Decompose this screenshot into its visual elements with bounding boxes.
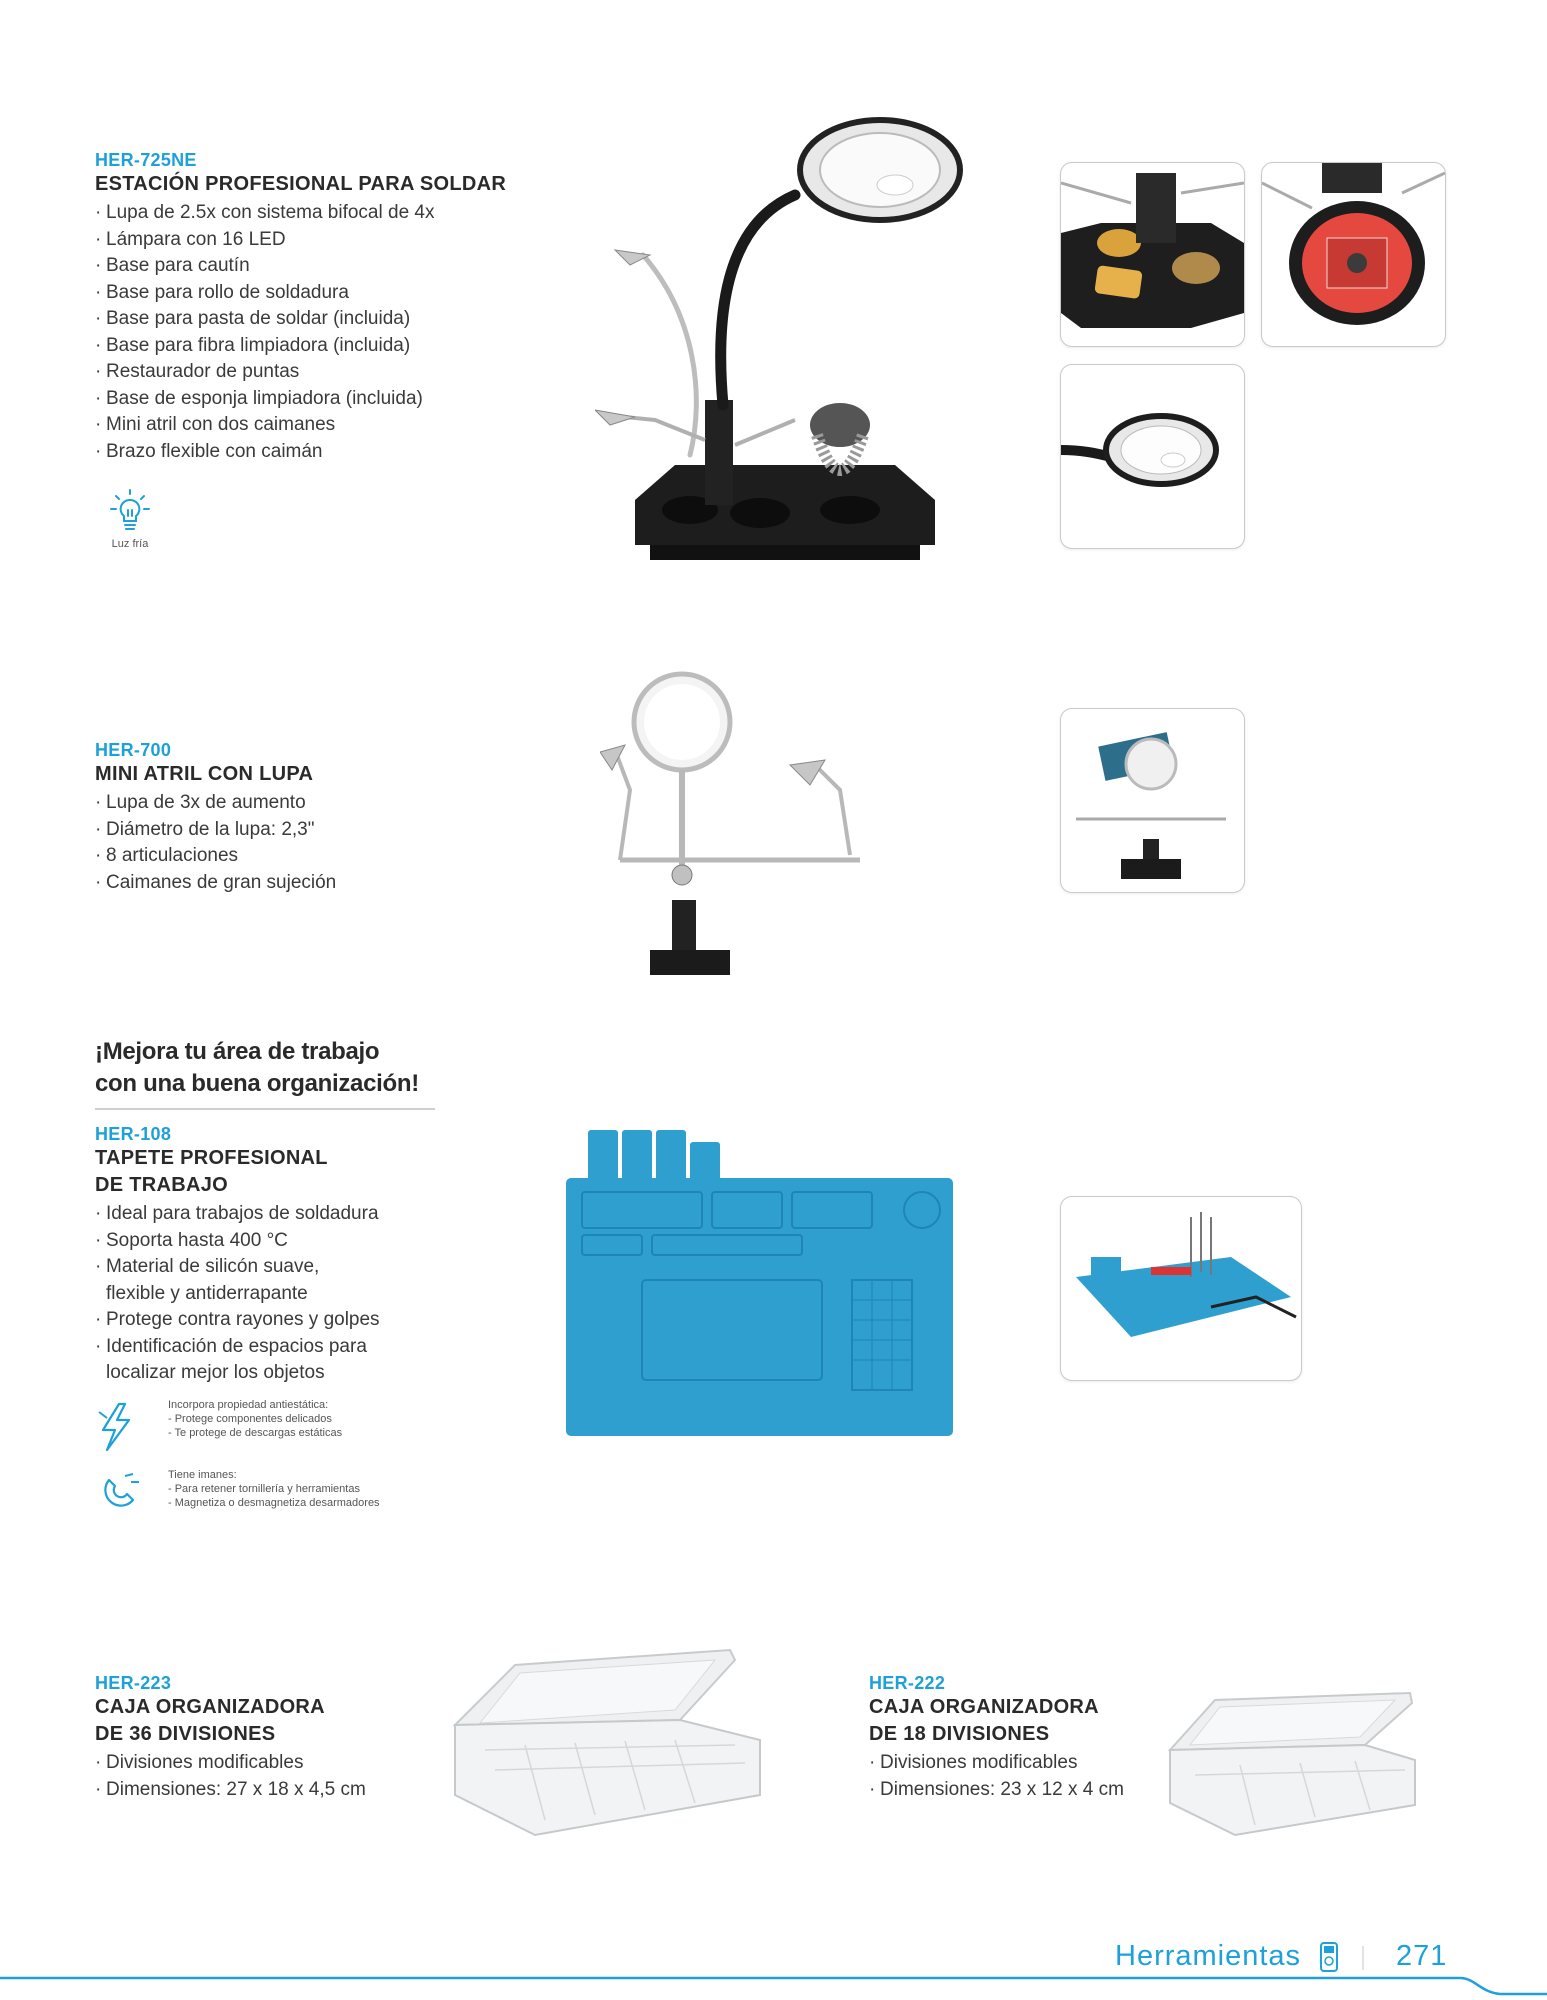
product-title: CAJA ORGANIZADORA xyxy=(95,1696,325,1718)
note-item: - Magnetiza o desmagnetiza desarmadores xyxy=(168,1497,380,1509)
note-item: - Te protege de descargas estáticas xyxy=(168,1427,343,1439)
feature-item: · Identificación de espacios para xyxy=(95,1334,515,1361)
soldering-station-image xyxy=(595,115,995,575)
cold-light-badge xyxy=(100,488,160,551)
product-title: CAJA ORGANIZADORA xyxy=(869,1696,1099,1718)
feature-item: · Base para cautín xyxy=(95,253,535,280)
product-code: HER-223 xyxy=(95,1673,172,1693)
footer-rule xyxy=(0,1962,1547,2000)
antistatic-note xyxy=(95,1398,435,1458)
product-title: MINI ATRIL CON LUPA xyxy=(95,763,314,785)
feature-item: · Base para pasta de soldar (incluida) xyxy=(95,306,535,333)
product-code: HER-725NE xyxy=(95,150,197,170)
product-code: HER-222 xyxy=(869,1673,946,1693)
mini-helping-hands-image xyxy=(600,670,880,990)
feature-item: · Soporta hasta 400 °C xyxy=(95,1228,515,1255)
feature-item: · Diámetro de la lupa: 2,3" xyxy=(95,817,515,844)
feature-item: · Caimanes de gran sujeción xyxy=(95,870,515,897)
feature-list xyxy=(95,790,515,896)
product-title: DE 36 DIVISIONES xyxy=(95,1723,276,1745)
section-divider xyxy=(95,1108,435,1110)
detail-thumbnail-base xyxy=(1060,162,1245,347)
antistatic-bolt-icon xyxy=(95,1402,135,1452)
feature-item: · 8 articulaciones xyxy=(95,843,515,870)
feature-item: · Protege contra rayones y golpes xyxy=(95,1307,515,1334)
feature-item: · Lupa de 2.5x con sistema bifocal de 4x xyxy=(95,200,535,227)
note-heading: Tiene imanes: xyxy=(168,1469,237,1481)
feature-item: · Dimensiones: 27 x 18 x 4,5 cm xyxy=(95,1777,425,1804)
section-heading-line: ¡Mejora tu área de trabajo xyxy=(95,1038,380,1065)
section-heading-line: con una buena organización! xyxy=(95,1070,419,1097)
organizer-box-18-image xyxy=(1160,1685,1420,1845)
detail-thumbnail-helping-hands-pcb xyxy=(1060,708,1245,893)
note-item: - Para retener tornillería y herramientas xyxy=(168,1483,360,1495)
feature-list xyxy=(95,200,535,465)
silicone-mat-image xyxy=(562,1130,957,1440)
product-title: DE TRABAJO xyxy=(95,1174,229,1196)
organizer-box-36-image xyxy=(445,1645,765,1845)
lightbulb-icon xyxy=(108,488,152,534)
product-her-108 xyxy=(95,1124,515,1387)
feature-item: · Divisiones modificables xyxy=(869,1750,1199,1777)
detail-thumbnail-mat-in-use xyxy=(1060,1196,1302,1381)
feature-item: · Lámpara con 16 LED xyxy=(95,227,535,254)
feature-item: · Brazo flexible con caimán xyxy=(95,439,535,466)
product-her-222 xyxy=(869,1673,1199,1803)
feature-item: · Restaurador de puntas xyxy=(95,359,535,386)
feature-item: · Base para rollo de soldadura xyxy=(95,280,535,307)
product-her-725ne xyxy=(95,150,535,465)
magnet-note xyxy=(95,1468,455,1528)
note-item: - Protege componentes delicados xyxy=(168,1413,332,1425)
badge-label: Luz fría xyxy=(111,538,149,550)
note-heading: Incorpora propiedad antiestática: xyxy=(168,1399,329,1411)
page-number: 271 xyxy=(1396,1940,1448,1972)
feature-item: · Base para fibra limpiadora (incluida) xyxy=(95,333,535,360)
feature-item: · Base de esponja limpiadora (incluida) xyxy=(95,386,535,413)
product-title: TAPETE PROFESIONAL xyxy=(95,1147,328,1169)
feature-list xyxy=(95,1201,515,1387)
feature-item: · Divisiones modificables xyxy=(95,1750,425,1777)
magnet-icon xyxy=(95,1470,143,1518)
feature-item: · Mini atril con dos caimanes xyxy=(95,412,535,439)
product-her-223 xyxy=(95,1673,425,1803)
product-title: ESTACIÓN PROFESIONAL PARA SOLDAR xyxy=(95,173,507,195)
feature-list xyxy=(95,1750,425,1803)
product-her-700 xyxy=(95,740,515,896)
section-heading xyxy=(95,1036,455,1110)
footer-section-title: Herramientas xyxy=(1115,1940,1302,1972)
feature-item: · Dimensiones: 23 x 12 x 4 cm xyxy=(869,1777,1199,1804)
product-code: HER-700 xyxy=(95,740,172,760)
feature-item-continuation: flexible y antiderrapante xyxy=(106,1282,308,1304)
feature-item: · Material de silicón suave, xyxy=(95,1254,515,1281)
feature-item-continuation: localizar mejor los objetos xyxy=(106,1362,325,1383)
product-title: DE 18 DIVISIONES xyxy=(869,1723,1050,1745)
feature-item: · Ideal para trabajos de soldadura xyxy=(95,1201,515,1228)
detail-thumbnail-magnifier-pcb xyxy=(1261,162,1446,347)
product-code: HER-108 xyxy=(95,1124,172,1144)
detail-thumbnail-lamp xyxy=(1060,364,1245,549)
feature-list xyxy=(869,1750,1199,1803)
feature-item: · Lupa de 3x de aumento xyxy=(95,790,515,817)
footer xyxy=(0,1940,1547,2000)
